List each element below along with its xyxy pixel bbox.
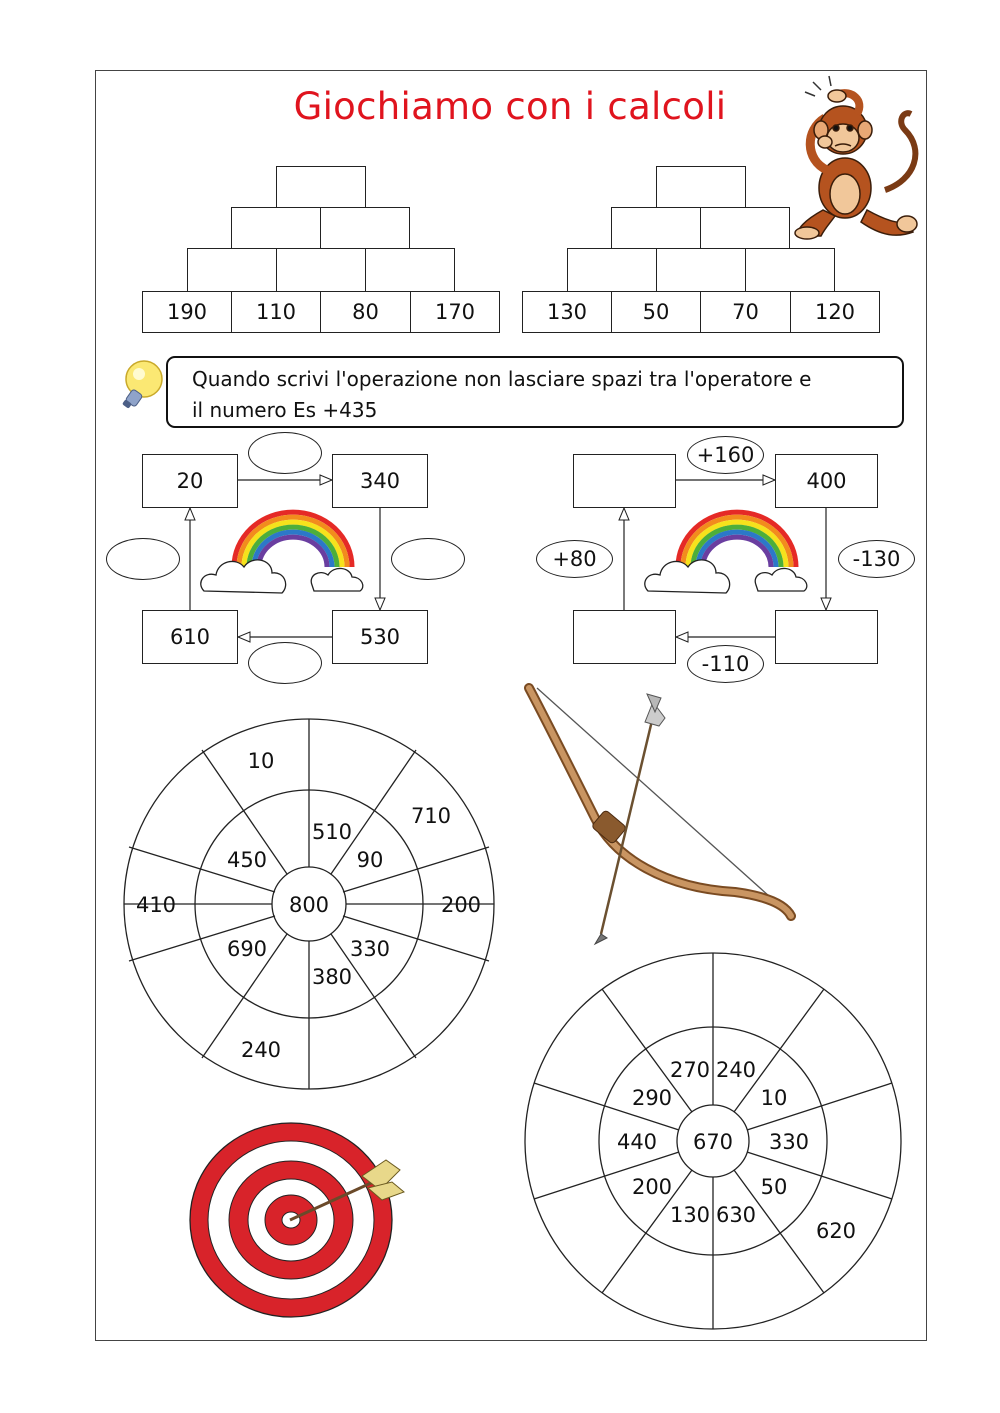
cycle1-op-bottom[interactable] — [248, 642, 322, 684]
wheel1-center: 800 — [288, 893, 330, 917]
wheel1-inner-value: 510 — [311, 820, 353, 844]
wheel2-inner-value: 630 — [715, 1203, 757, 1227]
wheel2-inner-value: 130 — [669, 1203, 711, 1227]
note-line-1: Quando scrivi l'operazione non lasciare spazi tra l'operatore e — [192, 367, 812, 391]
cycle2-op-right: -130 — [838, 540, 915, 578]
number-wheel-1 — [118, 710, 502, 1100]
pyramid-base-cell: 110 — [231, 291, 321, 333]
cycle2-bottom-left-box[interactable] — [573, 610, 676, 664]
wheel1-inner-value: 90 — [356, 848, 384, 872]
pyramid-base-cell: 130 — [522, 291, 612, 333]
cycle2-top-left-box[interactable] — [573, 454, 676, 508]
wheel2-inner-value: 240 — [715, 1058, 757, 1082]
wheel1-inner-value: 380 — [311, 965, 353, 989]
cycle2-op-bottom: -110 — [687, 645, 764, 683]
cycle2-op-left: +80 — [536, 540, 613, 578]
wheel2-inner-value: 270 — [669, 1058, 711, 1082]
wheel2-inner-value: 440 — [616, 1130, 658, 1154]
wheel1-inner-value: 690 — [226, 937, 268, 961]
pyramid-base-cell: 50 — [611, 291, 701, 333]
wheel2-inner-value: 50 — [760, 1175, 788, 1199]
wheel2-inner-value: 10 — [760, 1086, 788, 1110]
rainbow-icon — [640, 505, 812, 600]
wheel2-outer-value: 620 — [815, 1219, 857, 1243]
wheel1-outer-value: 410 — [135, 893, 177, 917]
wheel1-inner-value: 330 — [349, 937, 391, 961]
cycle2-bottom-right-box[interactable] — [775, 610, 878, 664]
page-title: Giochiamo con i calcoli — [293, 85, 727, 128]
pyramid-base-cell: 170 — [410, 291, 500, 333]
cycle2-top-right-box: 400 — [775, 454, 878, 508]
wheel2-inner-value: 200 — [631, 1175, 673, 1199]
cycle1-top-right-box: 340 — [332, 454, 428, 508]
pyramid-base-cell: 190 — [142, 291, 232, 333]
cycle1-op-right[interactable] — [391, 538, 465, 580]
wheel2-center: 670 — [692, 1130, 734, 1154]
cycle-arrows — [0, 0, 1000, 700]
cycle2-op-top: +160 — [687, 436, 764, 474]
wheel1-outer-value: 710 — [410, 804, 452, 828]
cycle1-op-left[interactable] — [106, 538, 180, 580]
wheel1-outer-value: 10 — [247, 749, 275, 773]
pyramid-base-cell: 80 — [320, 291, 411, 333]
wheel2-inner-value: 330 — [768, 1130, 810, 1154]
pyramid-base-cell: 120 — [790, 291, 880, 333]
number-wheel-2 — [520, 950, 908, 1330]
rainbow-icon — [196, 505, 368, 600]
wheel2-inner-value: 290 — [631, 1086, 673, 1110]
cycle1-bottom-left-box: 610 — [142, 610, 238, 664]
target-icon — [186, 1112, 408, 1324]
cycle1-bottom-right-box: 530 — [332, 610, 428, 664]
cycle1-op-top[interactable] — [248, 432, 322, 474]
wheel1-inner-value: 450 — [226, 848, 268, 872]
wheel1-outer-value: 240 — [240, 1038, 282, 1062]
cycle1-top-left-box: 20 — [142, 454, 238, 508]
pyramid-base-cell: 70 — [700, 291, 791, 333]
bow-arrow-icon — [515, 678, 805, 946]
note-line-2: il numero Es +435 — [192, 398, 378, 422]
wheel1-outer-value: 200 — [440, 893, 482, 917]
